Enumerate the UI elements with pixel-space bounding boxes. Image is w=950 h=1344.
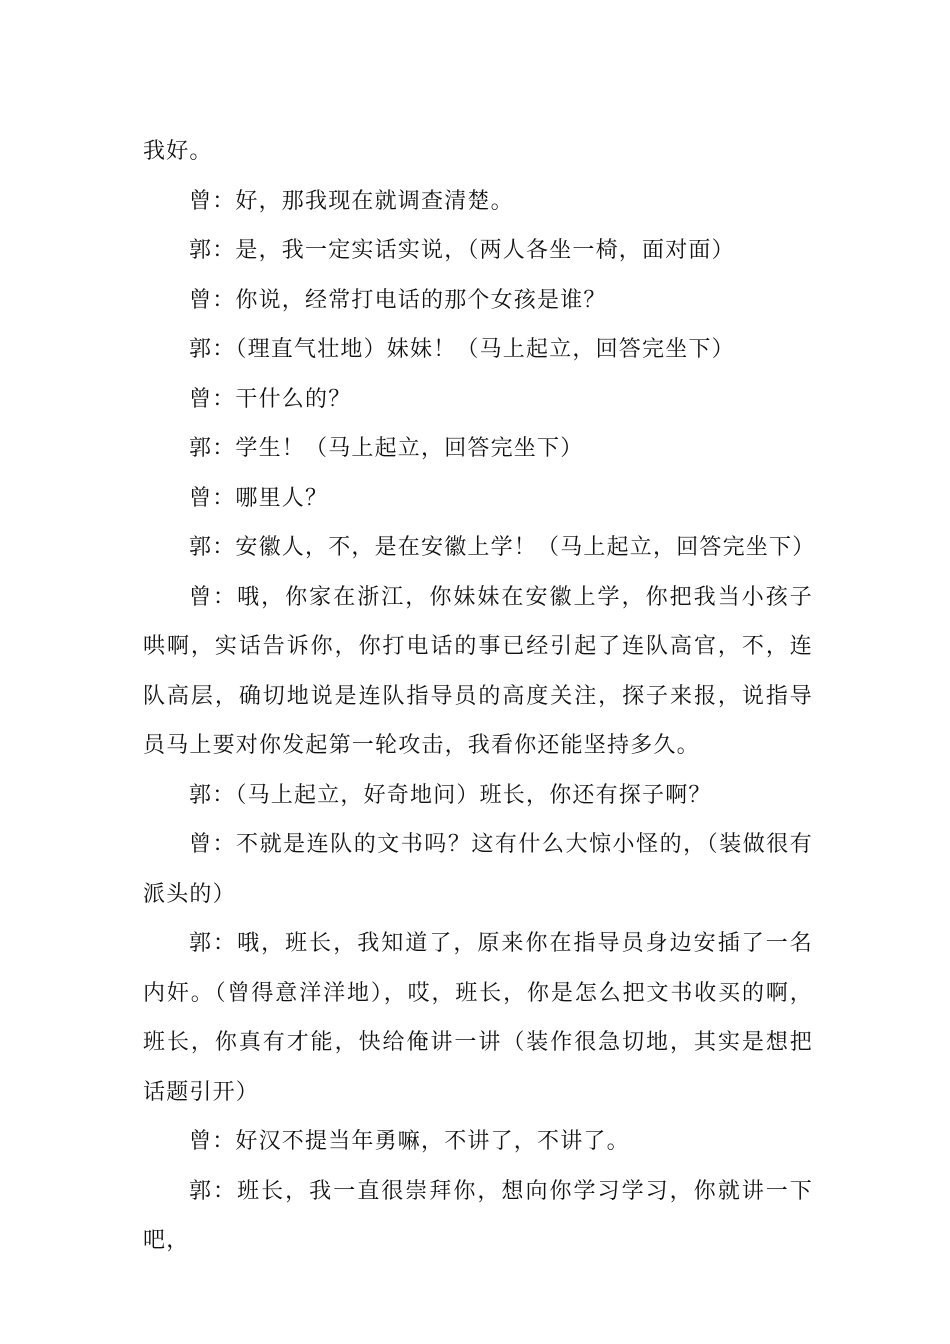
dialogue-line: 曾：干什么的？: [189, 386, 352, 412]
dialogue-line: 曾：好汉不提当年勇嘛，不讲了，不讲了。: [189, 1129, 630, 1154]
document-body: [143, 127, 816, 1266]
dialogue-line: 郭：安徽人，不，是在安徽上学！（马上起立，回答完坐下）: [189, 535, 816, 560]
dialogue-line: 郭：（马上起立，好奇地问）班长，你还有探子啊？: [189, 782, 712, 808]
dialogue-line: 曾：好，那我现在就调查清楚。: [189, 188, 514, 214]
dialogue-line: 曾：哪里人？: [189, 485, 329, 511]
dialogue-line: 郭：哦，班长，我知道了，原来你在指导员身边安插了一名内奸。（曾得意洋洋地），哎，班长，你是怎么把文书收买的啊，班长，你真有才能，快给俺讲一讲（装作很急切地，其实是想把话题引开）: [143, 931, 813, 1105]
dialogue-line: 曾：不就是连队的文书吗？这有什么大惊小怪的，（装做很有派头的）: [143, 832, 813, 907]
dialogue-line: 曾：哦，你家在浙江，你妹妹在安徽上学，你把我当小孩子哄啊，实话告诉你，你打电话的事已经引起了连队高官，不，连队高层，确切地说是连队指导员的高度关注，探子来报，说指导员马上要对你发起第一轮攻击，我看你还能坚持多久。: [143, 584, 813, 758]
dialogue-line: 郭：班长，我一直很崇拜你，想向你学习学习，你就讲一下吧，: [143, 1178, 813, 1253]
dialogue-line: 郭：是，我一定实话实说，（两人各坐一椅，面对面）: [189, 238, 735, 263]
dialogue-line: 郭：学生！（马上起立，回答完坐下）: [189, 436, 584, 461]
dialogue-line: 曾：你说，经常打电话的那个女孩是谁？: [189, 287, 607, 313]
dialogue-line: 郭：（理直气壮地）妹妹！（马上起立，回答完坐下）: [189, 337, 735, 362]
paragraph-continuation: 我好。: [143, 139, 213, 164]
